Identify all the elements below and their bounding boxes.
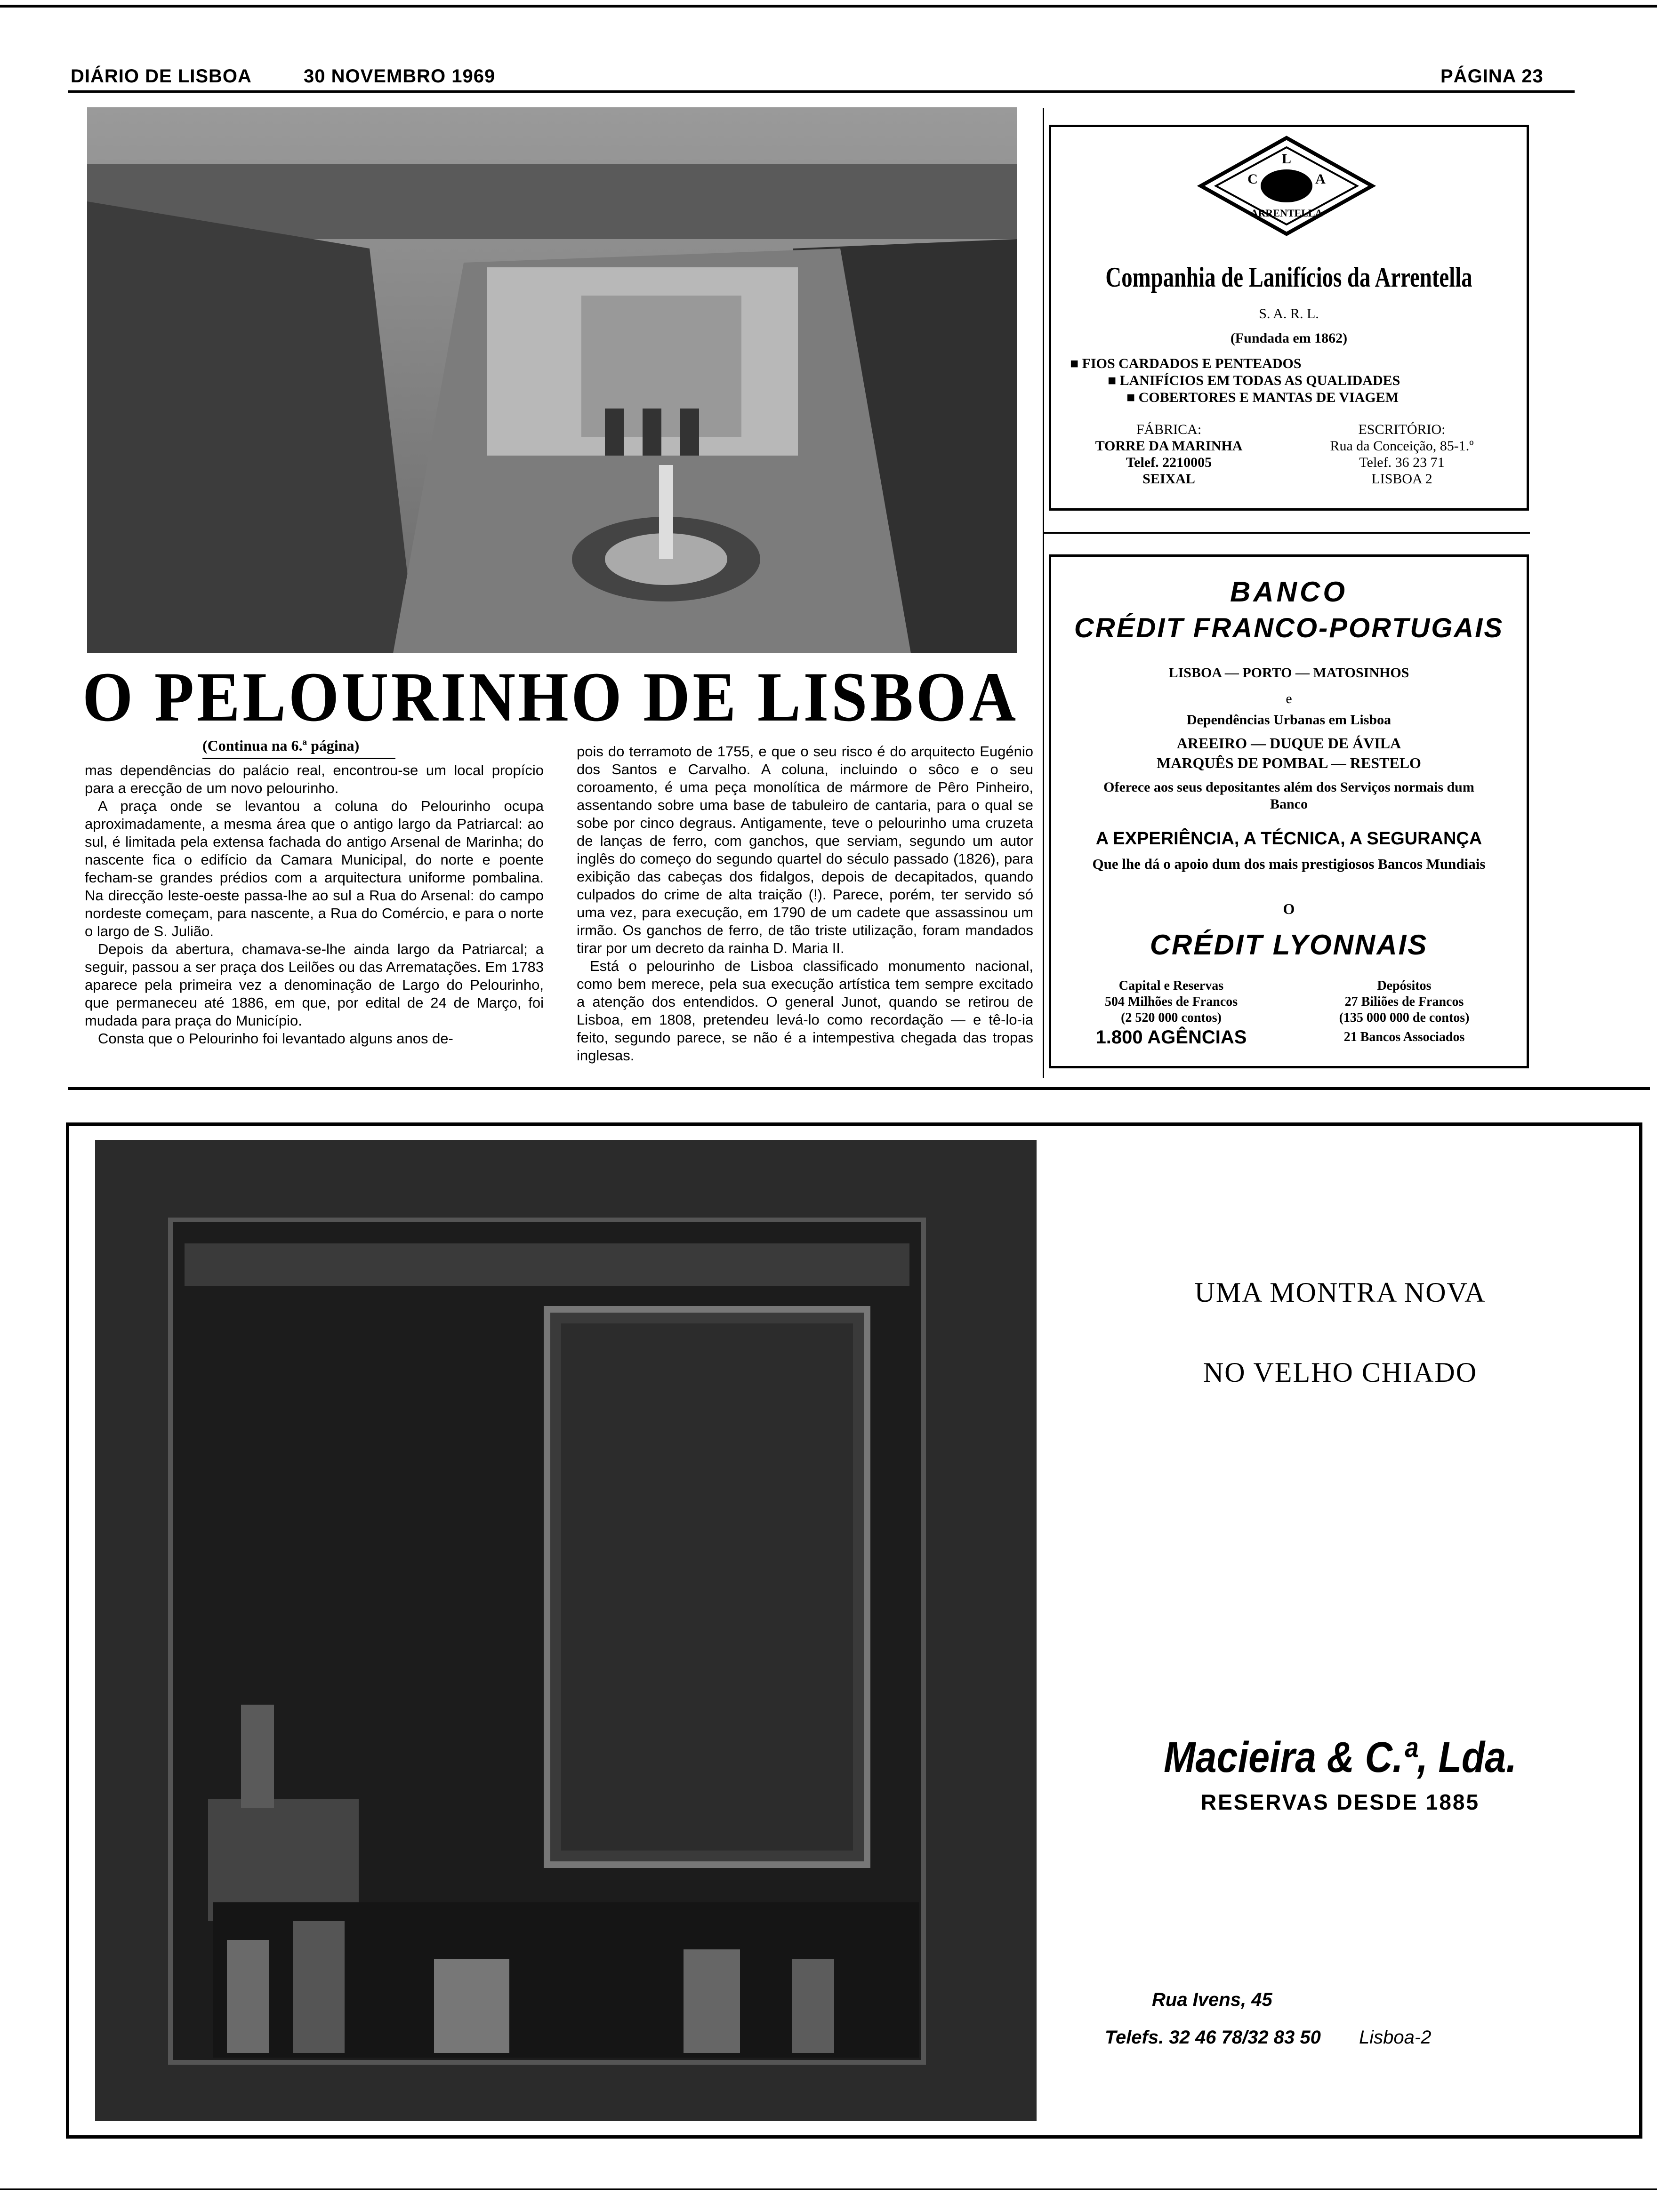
ad-banco xyxy=(1049,554,1529,1068)
col2-para-2: Está o pelourinho de Lisboa classificado monumento nacional, como bem merece, pela sua execução artística tem sempre excitado a atenção dos entendidos. O general Junot, quando se retirou de Lisboa, em 1808, pretendeu levá-lo como recordação — e tê-lo-ia feito, segundo parece, se não é a intempestiva chegada das tropas inglesas. xyxy=(577,958,1033,1064)
logo-letter-l: L xyxy=(1281,151,1292,167)
product-1: FIOS CARDADOS E PENTEADOS xyxy=(1082,356,1302,371)
column-divider xyxy=(1043,108,1044,1078)
banco-offer: Oferece aos seus depositantes além dos Serviços normais dum Banco xyxy=(1103,779,1474,812)
ads-divider xyxy=(1043,532,1530,534)
banco-dependencias: Dependências Urbanas em Lisboa xyxy=(1186,712,1392,728)
arrentella-logo-icon xyxy=(1197,134,1376,238)
macieira-address: Rua Ivens, 45 xyxy=(1152,1989,1272,2010)
article-headline: O PELOURINHO DE LISBOA xyxy=(82,658,1019,736)
macieira-phones: Telefs. 32 46 78/32 83 50 xyxy=(1105,2027,1321,2048)
depositos-head: Depósitos xyxy=(1377,978,1432,993)
banco-capital xyxy=(1061,978,1282,1049)
continued-note: (Continua na 6.ª página) xyxy=(202,737,360,754)
shop-window-photo xyxy=(95,1140,1037,2121)
bottom-rule xyxy=(0,2188,1657,2190)
arrentella-founded: (Fundada em 1862) xyxy=(1230,330,1348,346)
capital-contos: (2 520 000 contos) xyxy=(1121,1010,1222,1025)
bancos-associados: 21 Bancos Associados xyxy=(1343,1030,1465,1044)
shop-window-illustration xyxy=(95,1140,1037,2121)
factory-label: FÁBRICA: xyxy=(1136,422,1202,437)
logo-letter-a: A xyxy=(1315,171,1326,187)
ad-macieira xyxy=(66,1122,1642,2139)
col1-para-2: A praça onde se levantou a coluna do Pelourinho ocupa aproximadamente, a mesma área que o antigo largo da Patriarcal: ao sul, é limitada pela extensa fachada do antigo Arsenal de Marinha; do nascente fica o edifício da Camara Municipal, do norte e poente fecham-se grandes prédios com a arquitectura uniforme pombalina. Na direcção leste-oeste passa-lhe ao sul a Rua do Arsenal: do campo nordeste começam, para nascente, a Rua do Comércio, e para o norte o largo de S. Julião. xyxy=(85,798,544,939)
logo-letter-c: C xyxy=(1247,171,1258,187)
macieira-city: Lisboa-2 xyxy=(1359,2027,1432,2048)
arrentella-sarl: S. A. R. L. xyxy=(1259,306,1319,321)
col2-para-1: pois do terramoto de 1755, e que o seu risco é do arquitecto Eugénio dos Santos e Carvalho. A coluna, incluindo o sôco e o seu coroamento, é uma peça monolítica de mármore de Pêro Pinheiro, assentando sobre uma base de tabuleiro de cantaria, para o qual se sobe por cinco degraus. Antigamente, teve o pelourinho uma cruzeta de lanças de ferro, com ganchos, que serviam, segundo um autor inglês do começo do segundo quartel do século passado (1826), para exibição das cabeças dos fidalgos, depois de decapitados, quando culpados do crime de alta traição (!). Parece, porém, ter servido só uma vez, para execução, em 1790 de um cadete que assassinou um irmão. Os ganchos de ferro, de tão triste utilização, foram mandados tirar por um decreto da rainha D. Maria II. xyxy=(577,743,1033,956)
arrentella-factory xyxy=(1070,421,1268,487)
arrentella-products: ■ FIOS CARDADOS E PENTEADOS ■ LANIFÍCIOS EM TODAS AS QUALIDADES ■ COBERTORES E MANTAS DE VIAGEM xyxy=(1070,356,1400,405)
ad-arrentella xyxy=(1049,125,1529,511)
pelourinho-photo xyxy=(87,107,1017,653)
banco-branches-2: MARQUÊS DE POMBAL — RESTELO xyxy=(1157,754,1421,771)
continued-rule xyxy=(202,758,395,759)
banco-name: CRÉDIT FRANCO-PORTUGAIS xyxy=(1074,613,1504,643)
header-rule xyxy=(68,90,1575,93)
page-number: PÁGINA 23 xyxy=(1440,66,1544,87)
top-rule xyxy=(0,5,1657,8)
banco-e: e xyxy=(1286,691,1292,706)
factory-phone: Telef. 2210005 xyxy=(1126,455,1212,470)
banco-support: Que lhe dá o apoio dum dos mais prestigiosos Bancos Mundiais xyxy=(1092,856,1486,872)
arrentella-office xyxy=(1296,421,1508,487)
factory-location: TORRE DA MARINHA xyxy=(1095,438,1243,454)
article-column-2 xyxy=(577,743,1033,1065)
capital-head: Capital e Reservas xyxy=(1118,978,1224,993)
col1-para-1: mas dependências do palácio real, encontrou-se um local propício para a erecção de um novo pelourinho. xyxy=(85,762,544,796)
banco-o: O xyxy=(1283,900,1295,917)
factory-town: SEIXAL xyxy=(1142,471,1195,487)
office-label: ESCRITÓRIO: xyxy=(1358,422,1446,437)
banco-slogan: A EXPERIÊNCIA, A TÉCNICA, A SEGURANÇA xyxy=(1095,829,1482,849)
section-rule xyxy=(68,1087,1650,1090)
macieira-brand: Macieira & C.ª, Lda. xyxy=(1164,1733,1517,1781)
macieira-tagline-1: UMA MONTRA NOVA xyxy=(1194,1277,1486,1308)
arrentella-company: Companhia de Lanifícios da Arrentella xyxy=(1105,262,1472,293)
col1-para-4: Consta que o Pelourinho foi levantado alguns anos de- xyxy=(98,1030,453,1047)
depositos-value: 27 Biliões de Francos xyxy=(1344,994,1464,1009)
logo-ring-text: ARRENTELLA xyxy=(1250,207,1323,219)
agencias: 1.800 AGÊNCIAS xyxy=(1095,1027,1247,1048)
banco-title: BANCO xyxy=(1230,576,1348,608)
newspaper-name: DIÁRIO DE LISBOA xyxy=(71,66,252,87)
article-column-1 xyxy=(85,761,544,1048)
city-square-illustration xyxy=(87,107,1017,653)
issue-date: 30 NOVEMBRO 1969 xyxy=(304,66,496,87)
macieira-tagline-2: NO VELHO CHIADO xyxy=(1203,1357,1478,1388)
macieira-reservas: RESERVAS DESDE 1885 xyxy=(1200,1790,1480,1814)
office-address: Rua da Conceição, 85-1.º xyxy=(1330,438,1474,454)
col1-para-3: Depois da abertura, chamava-se-lhe ainda largo da Patriarcal; a seguir, passou a ser praça dos Leilões ou das Arrematações. Em 1783 aparece pela primeira vez a denominação de Largo do Pelourinho, que permaneceu até 1886, em que, por edital de 24 de Março, foi mudada para praça do Município. xyxy=(85,941,544,1029)
office-phone: Telef. 36 23 71 xyxy=(1359,455,1445,470)
lyonnais-title: CRÉDIT LYONNAIS xyxy=(1150,929,1428,961)
product-2: LANIFÍCIOS EM TODAS AS QUALIDADES xyxy=(1119,373,1400,388)
depositos-contos: (135 000 000 de contos) xyxy=(1339,1010,1470,1025)
banco-cities: LISBOA — PORTO — MATOSINHOS xyxy=(1168,665,1409,681)
capital-value: 504 Milhões de Francos xyxy=(1104,994,1238,1009)
banco-branches-1: AREEIRO — DUQUE DE ÁVILA xyxy=(1176,735,1401,752)
office-city: LISBOA 2 xyxy=(1371,471,1432,487)
product-3: COBERTORES E MANTAS DE VIAGEM xyxy=(1138,390,1399,405)
banco-depositos xyxy=(1291,978,1517,1049)
